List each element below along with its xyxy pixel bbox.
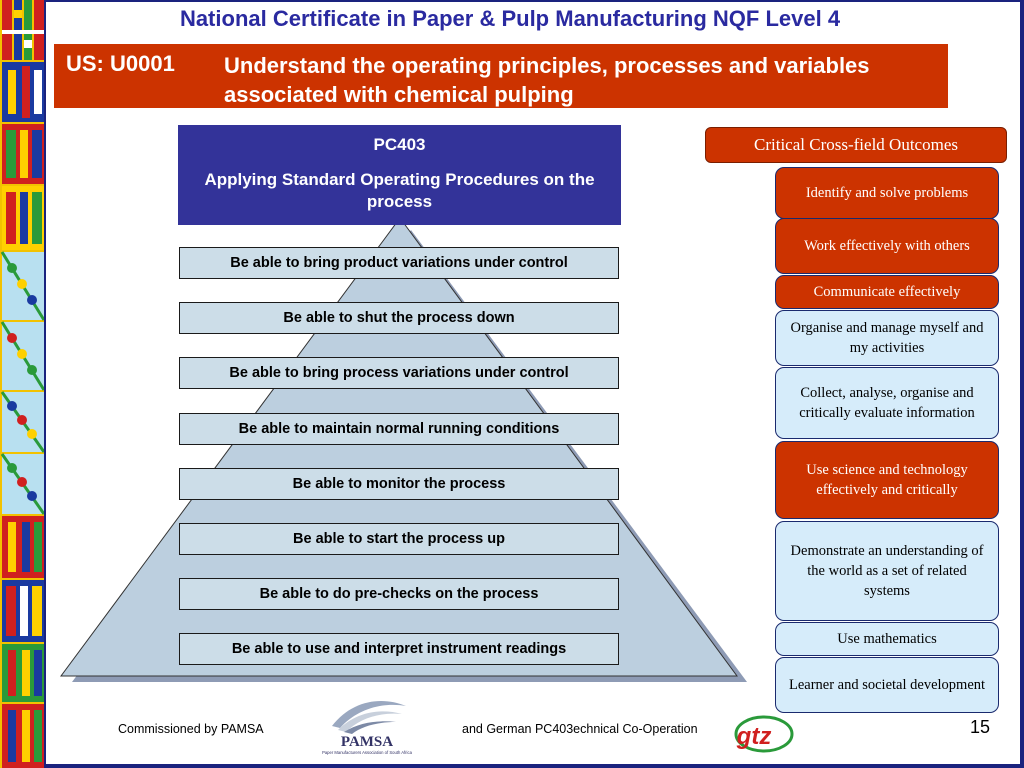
pc-box	[178, 125, 621, 225]
cco-related-systems: Demonstrate an understanding of the world as a set of related systems	[775, 521, 999, 621]
page-title: National Certificate in Paper & Pulp Manufacturing NQF Level 4	[179, 6, 841, 31]
svg-text:Paper Manufacturers Associatio: Paper Manufacturers Association of South Africa	[322, 750, 412, 755]
svg-text:PAMSA: PAMSA	[340, 734, 394, 750]
step-pre-checks: Be able to do pre-checks on the process	[179, 578, 619, 610]
cco-communicate: Communicate effectively	[775, 275, 999, 309]
page-number: 15	[970, 717, 991, 737]
step-shut-down: Be able to shut the process down	[179, 302, 619, 334]
svg-text:gtz: gtz	[736, 723, 772, 750]
gtz-logo	[726, 714, 796, 754]
footer-commissioned: Commissioned by PAMSA	[118, 722, 264, 736]
step-start-up: Be able to start the process up	[179, 523, 619, 555]
cco-science-technology: Use science and technology effectively and critically	[775, 441, 999, 519]
step-normal-running: Be able to maintain normal running conditions	[179, 413, 619, 445]
step-monitor: Be able to monitor the process	[179, 468, 619, 500]
pc-code: PC403	[373, 135, 426, 154]
cco-learner-development: Learner and societal development	[775, 657, 999, 713]
cco-header: Critical Cross-field Outcomes	[705, 127, 1007, 163]
step-instrument-readings: Be able to use and interpret instrument readings	[179, 633, 619, 665]
footer-partner: and German PC403echnical Co-Operation	[462, 722, 698, 736]
unit-code: US: U0001	[66, 51, 175, 76]
cco-use-mathematics: Use mathematics	[775, 622, 999, 656]
step-process-variations: Be able to bring process variations under control	[179, 357, 619, 389]
cco-identify-solve-problems: Identify and solve problems	[775, 167, 999, 219]
pc-title: Applying Standard Operating Procedures on the process	[204, 170, 595, 211]
cco-organise-manage: Organise and manage myself and my activities	[775, 310, 999, 366]
step-product-variations: Be able to bring product variations under control	[179, 247, 619, 279]
cco-collect-analyse: Collect, analyse, organise and critically evaluate information	[775, 367, 999, 439]
pamsa-logo	[322, 692, 412, 762]
unit-description: Understand the operating principles, processes and variables associated with chemical pulping	[224, 53, 870, 107]
cco-work-with-others: Work effectively with others	[775, 218, 999, 274]
